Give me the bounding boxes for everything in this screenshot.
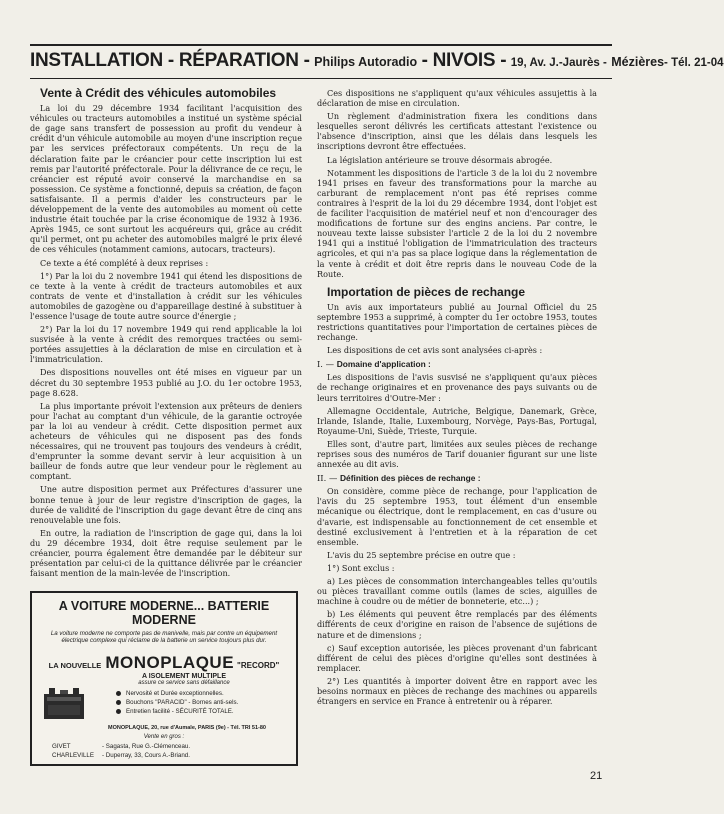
section-heading-1 (317, 359, 597, 369)
battery-icon (42, 685, 86, 721)
ad-city-name: CHARLEVILLE (52, 752, 94, 759)
paragraph: Elles sont, d'autre part, limitées aux seules pièces de rechange reprises sous des numéros de Tarif douanier figurant sur une liste annexée au dit avis. (317, 438, 597, 470)
ad-bullet (116, 707, 238, 716)
paragraph: L'avis du 25 septembre précise en outre que : (327, 549, 516, 560)
paragraph: On considère, comme pièce de rechange, pour l'application de l'avis du 25 septembre 1953, tout élément d'un ensemble mécanique ou électrique, dont le remplacement, en cas d'usure ou d'avarie, est indispensable au fonctionnement de cet ensemble et destiné exclusivement à l'entretien et à la réparation de cet ensemble. (317, 486, 597, 547)
paragraph: a) Les pièces de consommation interchangeables telles qu'outils ou pièces travaillant comme outils (lames de scies, aiguilles de machine à coudre ou de métier de bonneterie, etc...) ; (317, 576, 597, 607)
ad-brand: MONOPLAQUE (105, 652, 235, 672)
bullet-dot-icon (116, 691, 121, 696)
left-column (30, 88, 302, 581)
ad-bullet-text: Nervosité et Durée exceptionnelles. (126, 690, 224, 697)
paragraph: Ce texte a été complété à deux reprises : (40, 257, 209, 268)
paragraph: Les dispositions de l'avis susvisé ne s'appliquent qu'aux pièces de rechange originaires et en provenance des pays suivants ou de leurs territoires d'Outre-Mer : (317, 372, 597, 403)
ad-nouvelle: LA NOUVELLE (48, 660, 102, 670)
ad-record: "RECORD" (237, 660, 280, 670)
right-column (317, 88, 597, 709)
ad-address: MONOPLAQUE, 20, rue d'Aumale, PARIS (9e) - Tél. TRI 51-80 (108, 725, 266, 731)
ad-assure: assure ce service sans défaillance (138, 679, 230, 686)
paragraph: c) Sauf exception autorisée, les pièces provenant d'un fabricant différent de celui des pièces d'origine qu'elles sont destinées à remplacer. (317, 642, 597, 673)
paragraph: Une autre disposition permet aux Préfectures d'assurer une bonne tenue à jour de leur registre d'inscription de gages, la durée de validité de l'inscription du gage devant être de cinq ans renouvelable une fois. (30, 484, 302, 525)
paragraph: Ces dispositions ne s'appliquent qu'aux véhicules assujettis à la déclaration de mise en circulation. (317, 88, 597, 109)
paragraph: Notamment les dispositions de l'article 3 de la loi du 2 novembre 1941 prises en faveur des transformations pour la marche au carburant de remplacement n'ont pas été reprises comme contraires à l'esprit de la loi du 29 décembre 1934, dont l'objet est de faciliter l'acquisition de matériel neuf et non d'encourager des modifications de fortune sur des engins anciens. Par contre, le nouveau texte laisse subsister l'article 2 de la loi du 2 novembre 1941 qui a institué l'obligation de l'immatriculation des tracteurs agricoles, et qui n'a pas sa place logique dans la réglementation de la vente à crédit et doit être repris dans le nouveau Code de la Route. (317, 167, 597, 279)
header-part5: Mézières (611, 55, 665, 69)
ad-bullet (116, 698, 238, 707)
header-part1: INSTALLATION - RÉPARATION - (30, 50, 310, 71)
ad-bullet-text: Bouchons "PARACID" - Bornes anti-sels. (126, 699, 239, 706)
paragraph: 1°) Par la loi du 2 novembre 1941 qui étend les dispositions de ce texte à la vente à crédit de tracteurs automobiles et aux contrats de vente et d'installation à crédit sur les véhicules automobiles de gazogène ou d'appareillage destiné à substituer à l'essence l'usage de toute autre source d'énergie ; (30, 270, 302, 321)
article-title-credit: Vente à Crédit des véhicules automobiles (40, 86, 277, 100)
bullet-dot-icon (116, 709, 121, 714)
battery-advertisement (30, 591, 298, 766)
header-part6: - Tél. 21-04 (664, 57, 724, 69)
ad-isolement: A ISOLEMENT MULTIPLE (142, 672, 226, 680)
paragraph: Un règlement d'administration fixera les conditions dans lesquelles seront délivrés les certificats attestant l'existence ou l'absence d'inscription, ainsi que les délais dans lesquels les inscriptions devront être effectuées. (317, 111, 597, 152)
section-title: Définition des pièces de rechange : (340, 473, 481, 484)
paragraph: 2°) Par la loi du 17 novembre 1949 qui rend applicable la loi susvisée à la vente à crédit des remorques tractées ou semi-portées assujetties à la déclaration de mise en circulation et à l'immatriculation. (30, 324, 302, 365)
section-number: I. — (317, 359, 335, 370)
ad-bullet-text: Entretien facilité - SÉCURITÉ TOTALE. (126, 708, 234, 715)
article-title-import: Importation de pièces de rechange (327, 284, 526, 299)
paragraph: 2°) Les quantités à importer doivent être en rapport avec les besoins normaux en pièces de rechange des machines ou appareils étrangers en service en France à entretenir ou à réparer. (317, 675, 597, 707)
bullet-dot-icon (116, 700, 121, 705)
header-part3: - NIVOIS - (421, 50, 507, 71)
paragraph: La plus importante prévoit l'extension aux prêteurs de deniers pour l'achat au comptant d'un véhicule, de la garantie octroyée par la loi au vendeur à crédit. Cette disposition permet aux acheteurs de véhicules qui ne disposent pas des fonds nécessaires, qui ne trouvent pas toujours des vendeurs à crédit, d'emprunter la somme devant servir à leur acquisition à un bailleur de fonds autre que leur vendeur pour le règlement au comptant. (30, 400, 302, 482)
ad-subline: La voiture moderne ne comporte pas de manivelle, mais par contre un équipement électrique complexe qui réclame de la batterie un service toujours plus dur. (50, 630, 278, 645)
ad-city-row (52, 752, 190, 759)
paragraph: 1°) Sont exclus : (327, 562, 395, 573)
paragraph: Les dispositions de cet avis sont analysées ci-après : (327, 345, 543, 356)
ad-city-name: GIVET (52, 743, 71, 750)
header-part4: 19, Av. J.-Jaurès - (510, 57, 607, 69)
paragraph: Un avis aux importateurs publié au Journal Officiel du 25 septembre 1953 a supprimé, à compter du 1er octobre 1953, toutes restrictions quantitatives pour l'importation de certaines pièces de rechange. (317, 301, 597, 343)
header-part2: Philips Autoradio (314, 55, 418, 69)
paragraph: Allemagne Occidentale, Autriche, Belgique, Danemark, Grèce, Irlande, Islande, Italie, Luxembourg, Norvège, Pays-Bas, Portugal, Royaume-Uni, Suède, Trieste, Turquie. (317, 405, 597, 436)
advert-header (30, 50, 724, 76)
section-heading-2 (317, 473, 597, 483)
page-number: 21 (590, 770, 603, 782)
paragraph: Des dispositions nouvelles ont été mises en vigueur par un décret du 30 septembre 1953 publié au J.O. du 1er octobre 1953, page 8.628. (30, 367, 302, 398)
ad-bullet-list (116, 689, 238, 716)
paragraph: La législation antérieure se trouve désormais abrogée. (327, 154, 553, 165)
section-title: Domaine d'application : (336, 359, 431, 370)
paragraph: En outre, la radiation de l'inscription de gage qui, dans la loi du 29 décembre 1934, doit être requise seulement par le créancier, pourra également être demandée par le débiteur sur présentation par celui-ci de la quittance délivrée par le créancier faisant mention de la main-levée de l'inscription. (30, 527, 302, 579)
ad-brand-row (32, 653, 296, 673)
paragraph: La loi du 29 décembre 1934 facilitant l'acquisition des véhicules ou tracteurs automobiles a institué un système spécial de gage sans transfert de possession au profit du vendeur à crédit d'un véhicule automobile au moyen d'une inscription reçue par les services préfectoraux compétents. Un reçu de la déclaration faite par le créancier pour cette inscription lui est remis par l'autorité préfectorale. Pour la délivrance de ce reçu, le créancier est réputé avoir conservé la marchandise en sa possession. Ce système a fonctionné, depuis sa création, de façon satisfaisante. Il a permis d'aider les constructeurs par le développement de la vente des automobiles au moment où cette industrie était touchée par la crise économique de 1932 à 1936. Après 1945, ce sont surtout les acquéreurs qui, grâce au crédit qu'il permet, ont pu acheter des automobiles malgré le prix élevé de ces véhicules (notamment camions, autocars, tracteurs). (30, 103, 302, 255)
ad-headline: A VOITURE MODERNE... BATTERIE MODERNE (58, 599, 270, 627)
ad-city-row (52, 743, 190, 750)
ad-city-address: - Duperray, 33, Cours A.-Briand. (102, 752, 190, 759)
ad-city-address: - Sagasta, Rue G.-Clémenceau. (102, 743, 191, 750)
ad-bullet (116, 689, 238, 698)
header-bottom-rule (30, 78, 612, 79)
section-number: II. — (317, 473, 338, 484)
ad-vente: Vente en gros : (143, 734, 185, 740)
header-top-rule (30, 44, 612, 46)
paragraph: b) Les éléments qui peuvent être remplacés par des éléments différents de ceux d'origine en raison de l'absence de sujétions de nature et de dimensions ; (317, 609, 597, 640)
